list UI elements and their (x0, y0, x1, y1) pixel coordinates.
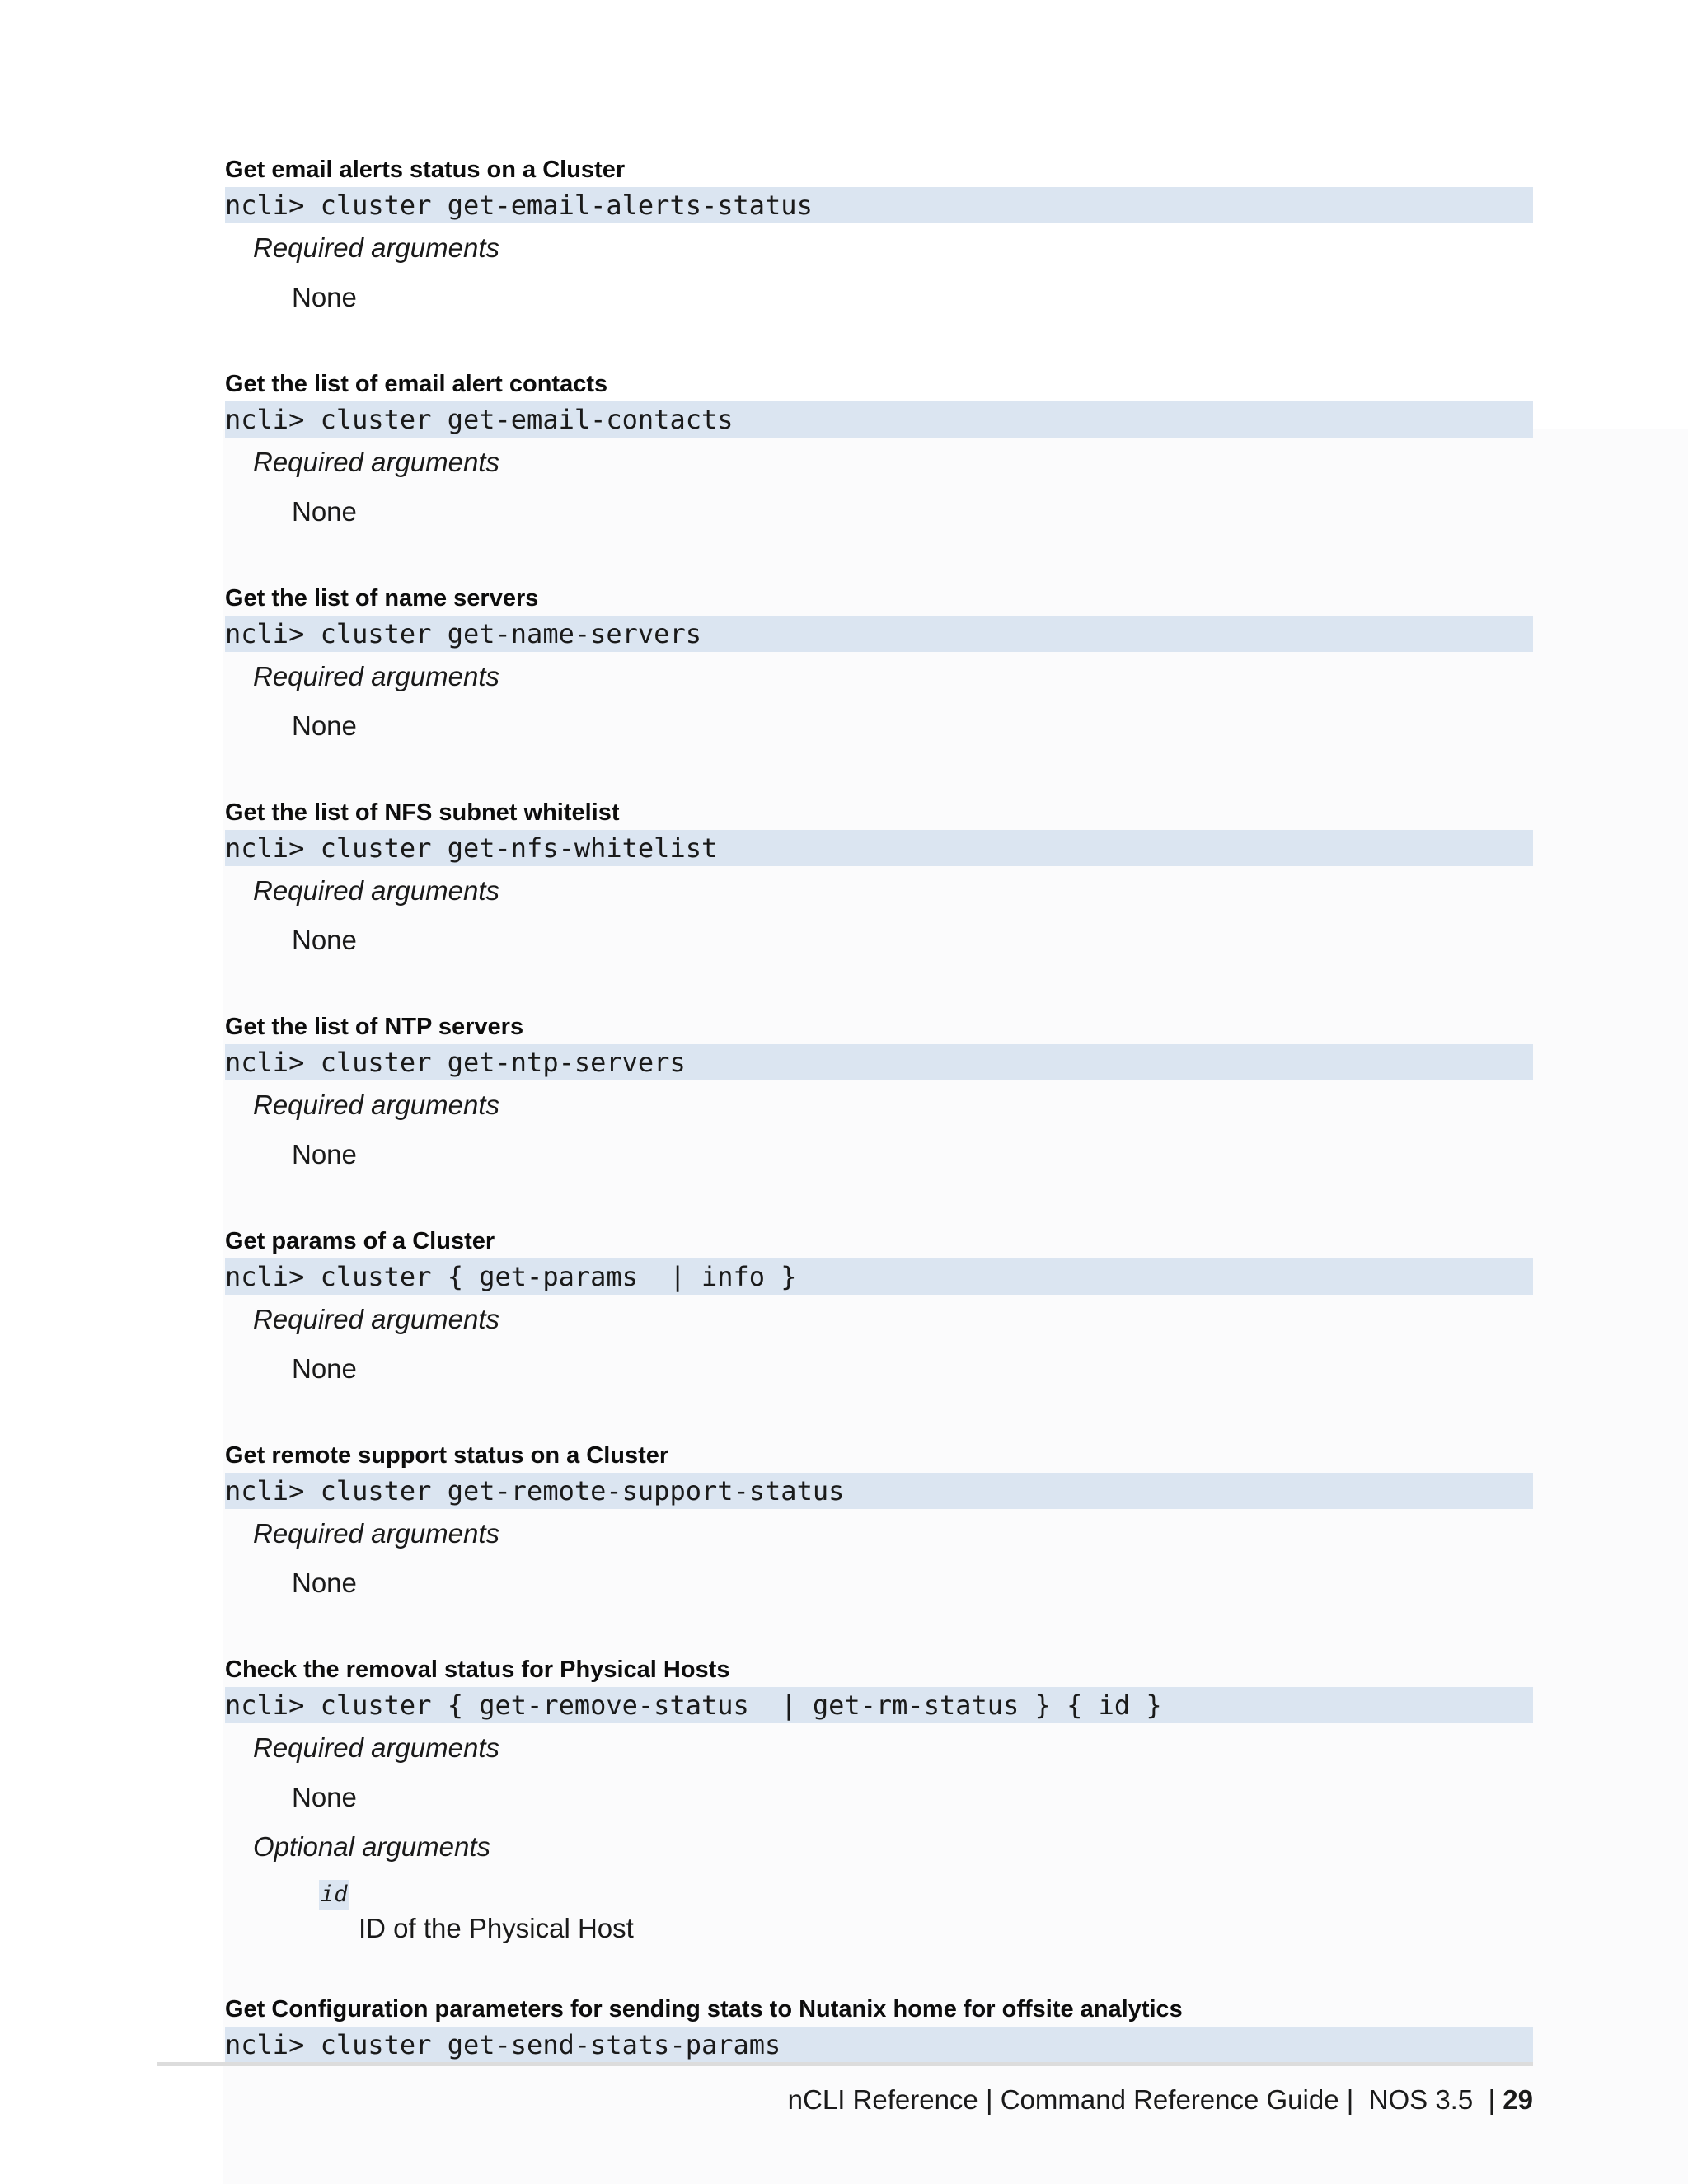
required-arguments-value: None (292, 496, 357, 527)
required-arguments-value: None (292, 1139, 357, 1169)
required-arguments-heading: Required arguments (253, 1732, 499, 1763)
command-line: ncli> cluster get-email-alerts-status (225, 187, 1533, 223)
section-title: Get remote support status on a Cluster (225, 1442, 669, 1469)
section-title: Check the removal status for Physical Hosts (225, 1657, 730, 1683)
command-line: ncli> cluster get-email-contacts (225, 401, 1533, 438)
page-footer (788, 2082, 1533, 2118)
section-title: Get email alerts status on a Cluster (225, 157, 626, 183)
required-arguments-heading: Required arguments (253, 1090, 499, 1120)
required-arguments-value: None (292, 925, 357, 955)
command-line: ncli> cluster get-remote-support-status (225, 1473, 1533, 1509)
command-section-remove-status (225, 1652, 1533, 1947)
footer-label: nCLI Reference | Command Reference Guide | NOS 3.5 | (787, 2084, 1503, 2115)
section-title: Get params of a Cluster (225, 1228, 495, 1254)
required-arguments-value: None (292, 1568, 357, 1598)
required-arguments-value: None (292, 710, 357, 741)
required-arguments-value: None (292, 1353, 357, 1384)
command-line: ncli> cluster get-nfs-whitelist (225, 830, 1533, 866)
command-line: ncli> cluster get-send-stats-params (225, 2027, 1533, 2063)
command-section-send-stats-params (225, 1992, 1533, 2063)
command-section-email-alerts-status (225, 152, 1533, 322)
command-section-get-params (225, 1224, 1533, 1394)
required-arguments-heading: Required arguments (253, 1518, 499, 1549)
command-section-name-servers (225, 581, 1533, 751)
command-section-nfs-whitelist (225, 795, 1533, 965)
section-title: Get Configuration parameters for sending stats to Nutanix home for offsite analytics (225, 1996, 1183, 2022)
footer-divider (157, 2062, 1533, 2066)
command-line: ncli> cluster { get-params | info } (225, 1258, 1533, 1295)
required-arguments-heading: Required arguments (253, 1304, 499, 1334)
document-body (225, 152, 1533, 2107)
command-section-remote-support-status (225, 1438, 1533, 1608)
command-line: ncli> cluster get-ntp-servers (225, 1044, 1533, 1080)
optional-arguments-heading: Optional arguments (253, 1831, 490, 1862)
required-arguments-value: None (292, 282, 357, 312)
command-line: ncli> cluster { get-remove-status | get-rm-status } { id } (225, 1687, 1533, 1723)
command-section-email-contacts (225, 367, 1533, 537)
command-line: ncli> cluster get-name-servers (225, 616, 1533, 652)
section-title: Get the list of NFS subnet whitelist (225, 799, 620, 826)
optional-argument-description: ID of the Physical Host (359, 1913, 634, 1943)
optional-argument-name: id (319, 1880, 349, 1910)
section-title: Get the list of name servers (225, 585, 539, 612)
required-arguments-heading: Required arguments (253, 447, 499, 477)
optional-argument (319, 1872, 1533, 1947)
section-title: Get the list of NTP servers (225, 1014, 524, 1040)
command-section-ntp-servers (225, 1010, 1533, 1179)
required-arguments-value: None (292, 1782, 357, 1812)
required-arguments-heading: Required arguments (253, 875, 499, 906)
section-title: Get the list of email alert contacts (225, 371, 608, 397)
required-arguments-heading: Required arguments (253, 232, 499, 263)
required-arguments-heading: Required arguments (253, 661, 499, 691)
page-number: 29 (1503, 2084, 1533, 2115)
